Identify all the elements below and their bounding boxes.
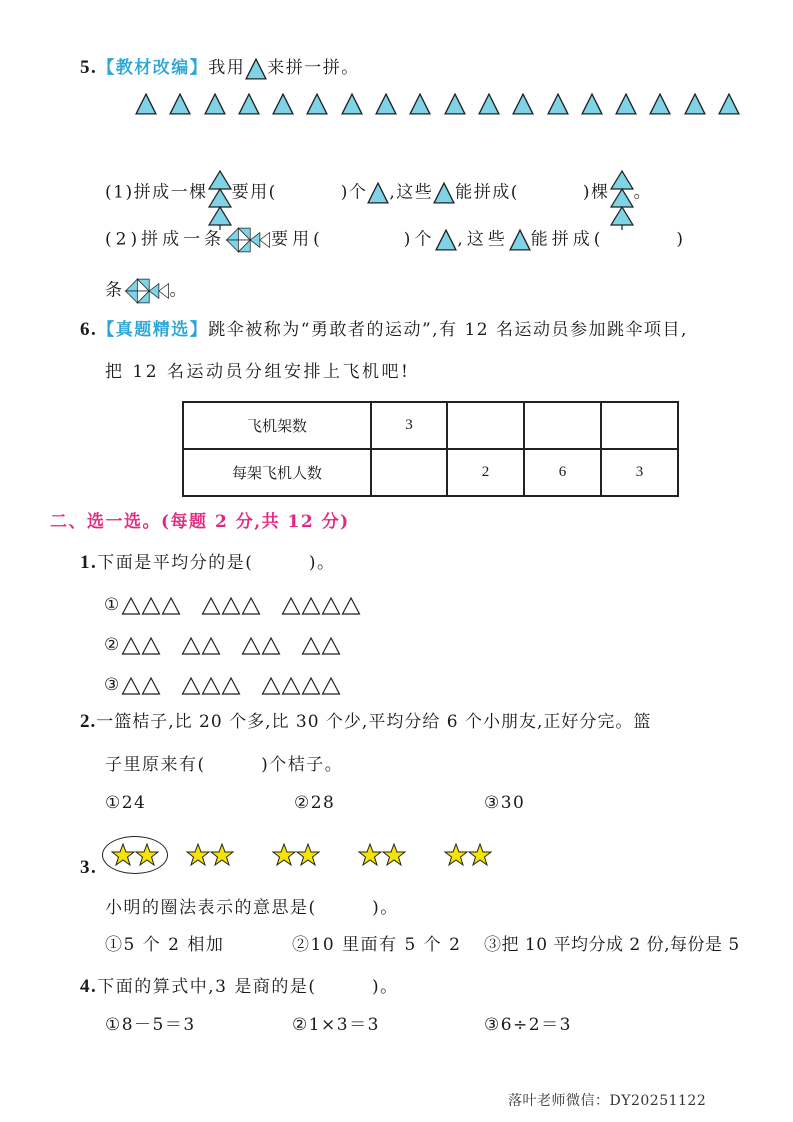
text: (2)拼成一条 (105, 229, 226, 250)
triangle-icon (509, 229, 531, 251)
q5-part1 (105, 156, 652, 230)
triangle-icon (135, 93, 157, 115)
question-number: 2. (80, 711, 97, 732)
text: )个 (340, 182, 368, 203)
star-icon (210, 843, 234, 867)
fish-icon (124, 275, 170, 307)
row-header: 每架飞机人数 (183, 449, 371, 496)
star-icon (382, 843, 406, 867)
triangle-row (135, 93, 752, 115)
text: )个 (403, 229, 436, 250)
star-icon (444, 843, 468, 867)
table-cell[interactable] (447, 402, 524, 449)
star-icon (358, 843, 382, 867)
triangle-icon (649, 93, 671, 115)
star-icon (296, 843, 320, 867)
triangle-icon (238, 93, 260, 115)
q5-part2-cont (105, 275, 188, 307)
star-icon (272, 843, 296, 867)
table-cell[interactable]: 6 (524, 449, 601, 496)
triangle-icon (478, 93, 500, 115)
triangle-outline-icon (281, 596, 301, 616)
triangle-icon (433, 182, 455, 204)
triangle-icon (435, 229, 457, 251)
q5-title (80, 56, 360, 80)
question-tag: 【教材改编】 (97, 58, 209, 78)
triangle-outline-icon (141, 636, 161, 656)
text: 。 (169, 280, 188, 301)
text: ,这些 (389, 182, 434, 203)
q5-text: 我用 (208, 58, 246, 78)
s2-line1 (80, 710, 651, 734)
option[interactable]: ①5 个 2 相加 (105, 935, 225, 955)
triangle-icon (245, 58, 267, 80)
question-number: 4. (80, 976, 98, 997)
triangle-outline-icon (121, 636, 141, 656)
triangle-outline-icon (221, 676, 241, 696)
option[interactable]: ③6÷2＝3 (484, 1015, 572, 1035)
triangle-outline-icon (261, 636, 281, 656)
triangle-icon (581, 93, 603, 115)
triangle-outline-icon (161, 596, 181, 616)
option[interactable]: ②28 (294, 793, 336, 813)
triangle-outline-icon (121, 596, 141, 616)
text: 要用( (271, 229, 324, 250)
question-number: 5. (80, 57, 98, 78)
triangle-icon (615, 93, 637, 115)
fish-icon (225, 224, 271, 256)
triangle-icon (547, 93, 569, 115)
option[interactable]: ①24 (105, 793, 147, 813)
table-cell[interactable] (371, 449, 447, 496)
triangle-icon (204, 93, 226, 115)
tree-icon (208, 170, 232, 230)
triangle-outline-icon (261, 676, 281, 696)
star-group (350, 837, 414, 873)
triangle-icon (684, 93, 706, 115)
tree-icon (610, 170, 634, 230)
triangle-icon (341, 93, 363, 115)
triangle-outline-icon (281, 676, 301, 696)
option-label: ② (104, 635, 121, 655)
option[interactable]: ③30 (484, 793, 526, 813)
text: ) (676, 229, 688, 250)
triangle-group (201, 595, 261, 615)
text: 能拼成( (530, 229, 605, 250)
triangle-group (281, 595, 361, 615)
q5-text: 来拼一拼。 (267, 58, 360, 78)
triangle-icon (272, 93, 294, 115)
triangle-group (181, 635, 221, 655)
text: 要用( (231, 182, 277, 203)
triangle-icon (444, 93, 466, 115)
s4-question (80, 975, 399, 999)
table-cell[interactable]: 3 (371, 402, 447, 449)
text: 条 (105, 280, 124, 301)
s3-number (80, 856, 97, 880)
triangle-group (121, 595, 181, 615)
triangle-outline-icon (321, 676, 341, 696)
option[interactable] (104, 673, 361, 697)
table-cell[interactable] (524, 402, 601, 449)
s3-question: 小明的圈法表示的意思是( )。 (105, 898, 399, 918)
triangle-outline-icon (301, 596, 321, 616)
triangle-outline-icon (201, 636, 221, 656)
triangle-icon (718, 93, 740, 115)
q6-line1 (80, 318, 688, 342)
triangle-icon (512, 93, 534, 115)
question-tag: 【真题精选】 (97, 320, 209, 340)
triangle-outline-icon (241, 636, 261, 656)
triangle-icon (375, 93, 397, 115)
s2-line2: 子里原来有( )个桔子。 (105, 755, 344, 775)
star-group (178, 837, 242, 873)
option-label: ① (104, 595, 121, 615)
star-icon (135, 843, 159, 867)
star-group (102, 836, 168, 874)
triangle-icon (306, 93, 328, 115)
question-number: 3. (80, 857, 98, 878)
question-number: 1. (80, 552, 98, 573)
option[interactable]: ①8－5＝3 (105, 1015, 196, 1035)
triangle-group (181, 675, 241, 695)
row-header: 飞机架数 (183, 402, 371, 449)
text: ,这些 (457, 229, 509, 250)
star-group (436, 837, 500, 873)
plane-table (182, 401, 679, 497)
text: 下面的算式中,3 是商的是( )。 (97, 977, 399, 997)
star-group (264, 837, 328, 873)
text: 一篮桔子,比 20 个多,比 30 个少,平均分给 6 个小朋友,正好分完。篮 (96, 712, 652, 732)
triangle-group (261, 675, 341, 695)
table-cell[interactable] (601, 402, 678, 449)
option[interactable]: ③把 10 平均分成 2 份,每份是 5 (484, 935, 740, 955)
triangle-group (121, 675, 161, 695)
triangle-group (121, 635, 161, 655)
triangle-outline-icon (121, 676, 141, 696)
table-cell[interactable]: 3 (601, 449, 678, 496)
triangle-outline-icon (341, 596, 361, 616)
option[interactable]: ②10 里面有 5 个 2 (292, 935, 462, 955)
text: 跳伞被称为“勇敢者的运动”,有 12 名运动员参加跳伞项目, (208, 320, 688, 340)
triangle-icon (367, 182, 389, 204)
star-groups (102, 836, 522, 874)
text: 。 (633, 182, 653, 203)
s1-question (80, 551, 336, 575)
footer-watermark: 落叶老师微信：DY20251122 (508, 1093, 707, 1109)
triangle-outline-icon (141, 676, 161, 696)
text: 能拼成( (455, 182, 519, 203)
triangle-outline-icon (201, 676, 221, 696)
triangle-outline-icon (321, 596, 341, 616)
triangle-outline-icon (181, 676, 201, 696)
star-icon (186, 843, 210, 867)
triangle-outline-icon (321, 636, 341, 656)
option[interactable]: ②1×3＝3 (292, 1015, 380, 1035)
option[interactable] (104, 633, 361, 657)
table-row (183, 449, 678, 496)
table-cell[interactable]: 2 (447, 449, 524, 496)
option[interactable] (104, 593, 381, 617)
q5-part2 (105, 224, 687, 256)
triangle-icon (169, 93, 191, 115)
triangle-outline-icon (241, 596, 261, 616)
table-row (183, 402, 678, 449)
question-number: 6. (80, 319, 98, 340)
triangle-group (301, 635, 341, 655)
triangle-outline-icon (141, 596, 161, 616)
triangle-outline-icon (201, 596, 221, 616)
section-heading: 二、选一选。(每题 2 分,共 12 分) (50, 512, 350, 532)
text: )棵 (582, 182, 610, 203)
star-icon (111, 843, 135, 867)
triangle-outline-icon (221, 596, 241, 616)
triangle-group (241, 635, 281, 655)
star-icon (468, 843, 492, 867)
text: 下面是平均分的是( )。 (97, 553, 336, 573)
triangle-outline-icon (301, 636, 321, 656)
option-label: ③ (104, 675, 121, 695)
triangle-outline-icon (301, 676, 321, 696)
q6-line2: 把 12 名运动员分组安排上飞机吧! (105, 362, 411, 382)
triangle-outline-icon (181, 636, 201, 656)
text: (1)拼成一棵 (105, 182, 208, 203)
triangle-icon (409, 93, 431, 115)
